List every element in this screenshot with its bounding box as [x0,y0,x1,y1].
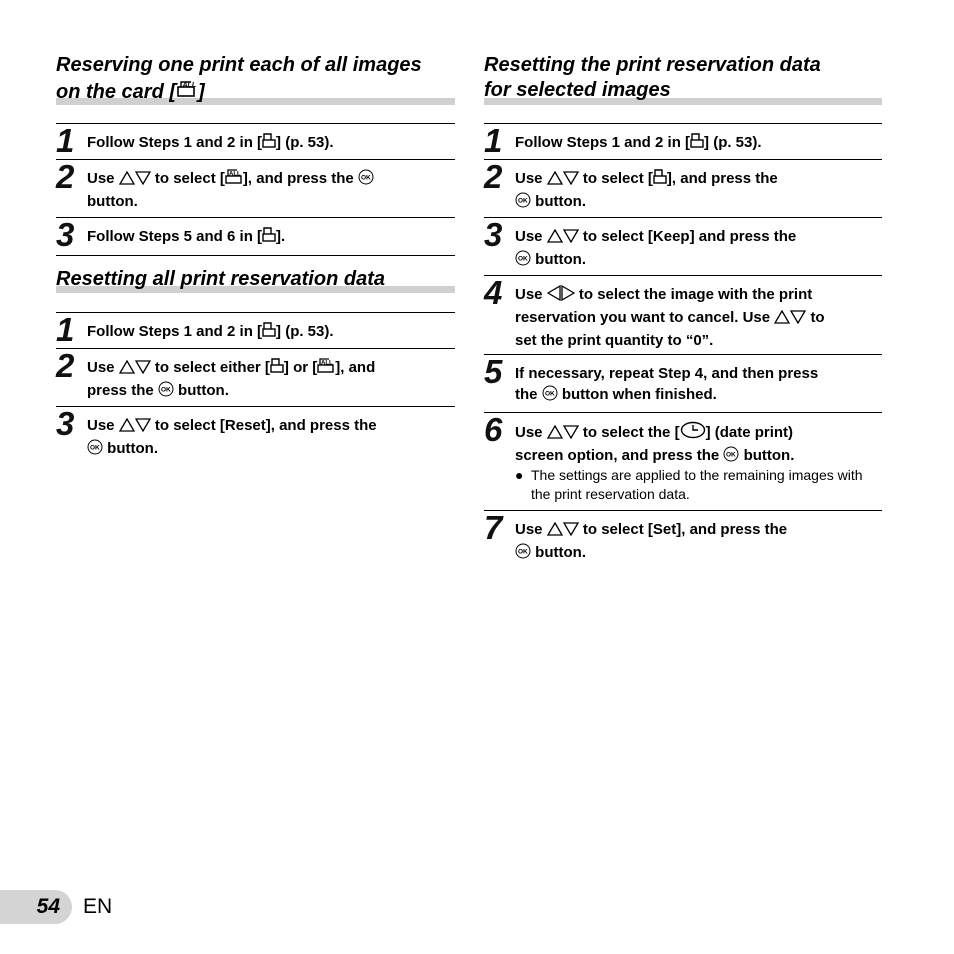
up-arrow-icon [119,417,135,438]
ok-button-icon [158,381,174,403]
down-arrow-icon [135,417,151,438]
down-arrow-icon [563,228,579,249]
step-number: 2 [56,347,75,384]
step-text: Use to select either [ ] or [ ALL ], and press the OK button. [87,357,455,403]
down-arrow-icon [135,359,151,380]
right-arrow-icon [561,285,575,307]
step-text: If necessary, repeat Step 4, and then press the OK button when finished. [515,363,882,407]
section-title-reserve-all [56,53,455,107]
page-number-tab [0,890,72,924]
ok-label: OK [518,197,528,205]
step-3 [484,217,882,276]
ok-button-icon [515,250,531,272]
ok-label: OK [726,451,737,459]
down-arrow-icon [563,521,579,542]
all-label: ALL [321,360,333,367]
ok-label: OK [90,444,100,452]
down-arrow-icon [563,424,579,445]
step-3 [56,217,455,256]
ok-button-icon [723,446,739,468]
up-arrow-icon [547,170,563,191]
ok-label: OK [360,174,371,182]
step-text: Follow Steps 1 and 2 in [ ] (p. 53). [515,132,882,155]
step-text: Use to select the image with the print reservation you want to cancel. Use to set the print quantity to “0”. [515,286,825,349]
print-icon [262,321,276,344]
step-6 [484,412,882,511]
step-number: 3 [56,216,75,253]
step-text: Follow Steps 5 and 6 in [ ]. [87,226,455,249]
step-number: 1 [56,311,75,348]
step-number: 1 [56,122,75,159]
print-all-icon [176,78,198,107]
up-arrow-icon [547,424,563,445]
step-2 [484,159,882,218]
up-arrow-icon [774,309,790,330]
print-icon [270,357,284,380]
step-2 [56,159,455,218]
up-arrow-icon [119,359,135,380]
ok-button-icon [87,439,103,461]
date-print-icon [680,421,706,445]
up-arrow-icon [119,170,135,191]
step-number: 3 [56,405,75,442]
bullet-icon: ● [515,467,524,483]
print-icon [262,132,276,155]
up-arrow-icon [547,521,563,542]
section-title-reset-all: Resetting all print reservation data [56,267,455,292]
step-number: 2 [484,158,503,195]
all-label: ALL [182,82,197,89]
step-text: Use to select [Keep] and press the OK button. [515,226,882,272]
all-label: ALL [228,171,241,178]
step-text: Follow Steps 1 and 2 in [ ] (p. 53). [87,132,455,155]
step-text: Use to select [ ALL ], and press the OK button. [87,168,455,212]
step-note: ● The settings are applied to the remaining images with the print reservation data. [515,467,863,502]
down-arrow-icon [563,170,579,191]
step-number: 4 [484,274,503,311]
step-text: Use to select the [ ] (date print) screen option, and press the OK button. [515,421,882,468]
step-2 [56,348,455,407]
ok-button-icon [358,169,374,191]
step-number: 2 [56,158,75,195]
step-number: 7 [484,509,503,546]
step-number: 1 [484,122,503,159]
step-7 [484,510,882,569]
ok-button-icon [515,192,531,214]
section-title-reset-selected: Resetting the print reservation data for selected images [484,53,882,103]
page-number: 54 [36,895,60,918]
ok-button-icon [542,385,558,407]
down-arrow-icon [790,309,806,330]
step-1 [56,312,455,349]
print-all-icon [225,168,243,191]
left-arrow-icon [547,285,561,307]
down-arrow-icon [135,170,151,191]
ok-label: OK [518,548,528,556]
up-arrow-icon [547,228,563,249]
ok-label: OK [544,390,555,398]
step-4 [484,275,882,355]
print-all-icon [317,357,335,380]
step-text: Use to select [ ], and press the OK button. [515,168,882,214]
step-number: 3 [484,216,503,253]
step-3 [56,406,455,465]
step-1 [484,123,882,160]
print-icon [653,168,667,191]
ok-label: OK [160,386,171,394]
title-line-1: Reserving one print each of all images [56,54,422,76]
step-text: Use to select [Reset], and press the OK button. [87,415,455,461]
ok-button-icon [515,543,531,565]
language-label: EN [83,895,113,918]
step-number: 6 [484,411,503,448]
print-icon [262,226,276,249]
step-1 [56,123,455,160]
ok-label: OK [518,255,528,263]
step-number: 5 [484,353,503,390]
print-icon [690,132,704,155]
step-text: Follow Steps 1 and 2 in [ ] (p. 53). [87,321,455,344]
title-line-2b: ] [198,81,205,103]
step-5 [484,354,882,413]
title-line-2a: on the card [ [56,81,177,103]
step-text: Use to select [Set], and press the OK button. [515,519,882,565]
